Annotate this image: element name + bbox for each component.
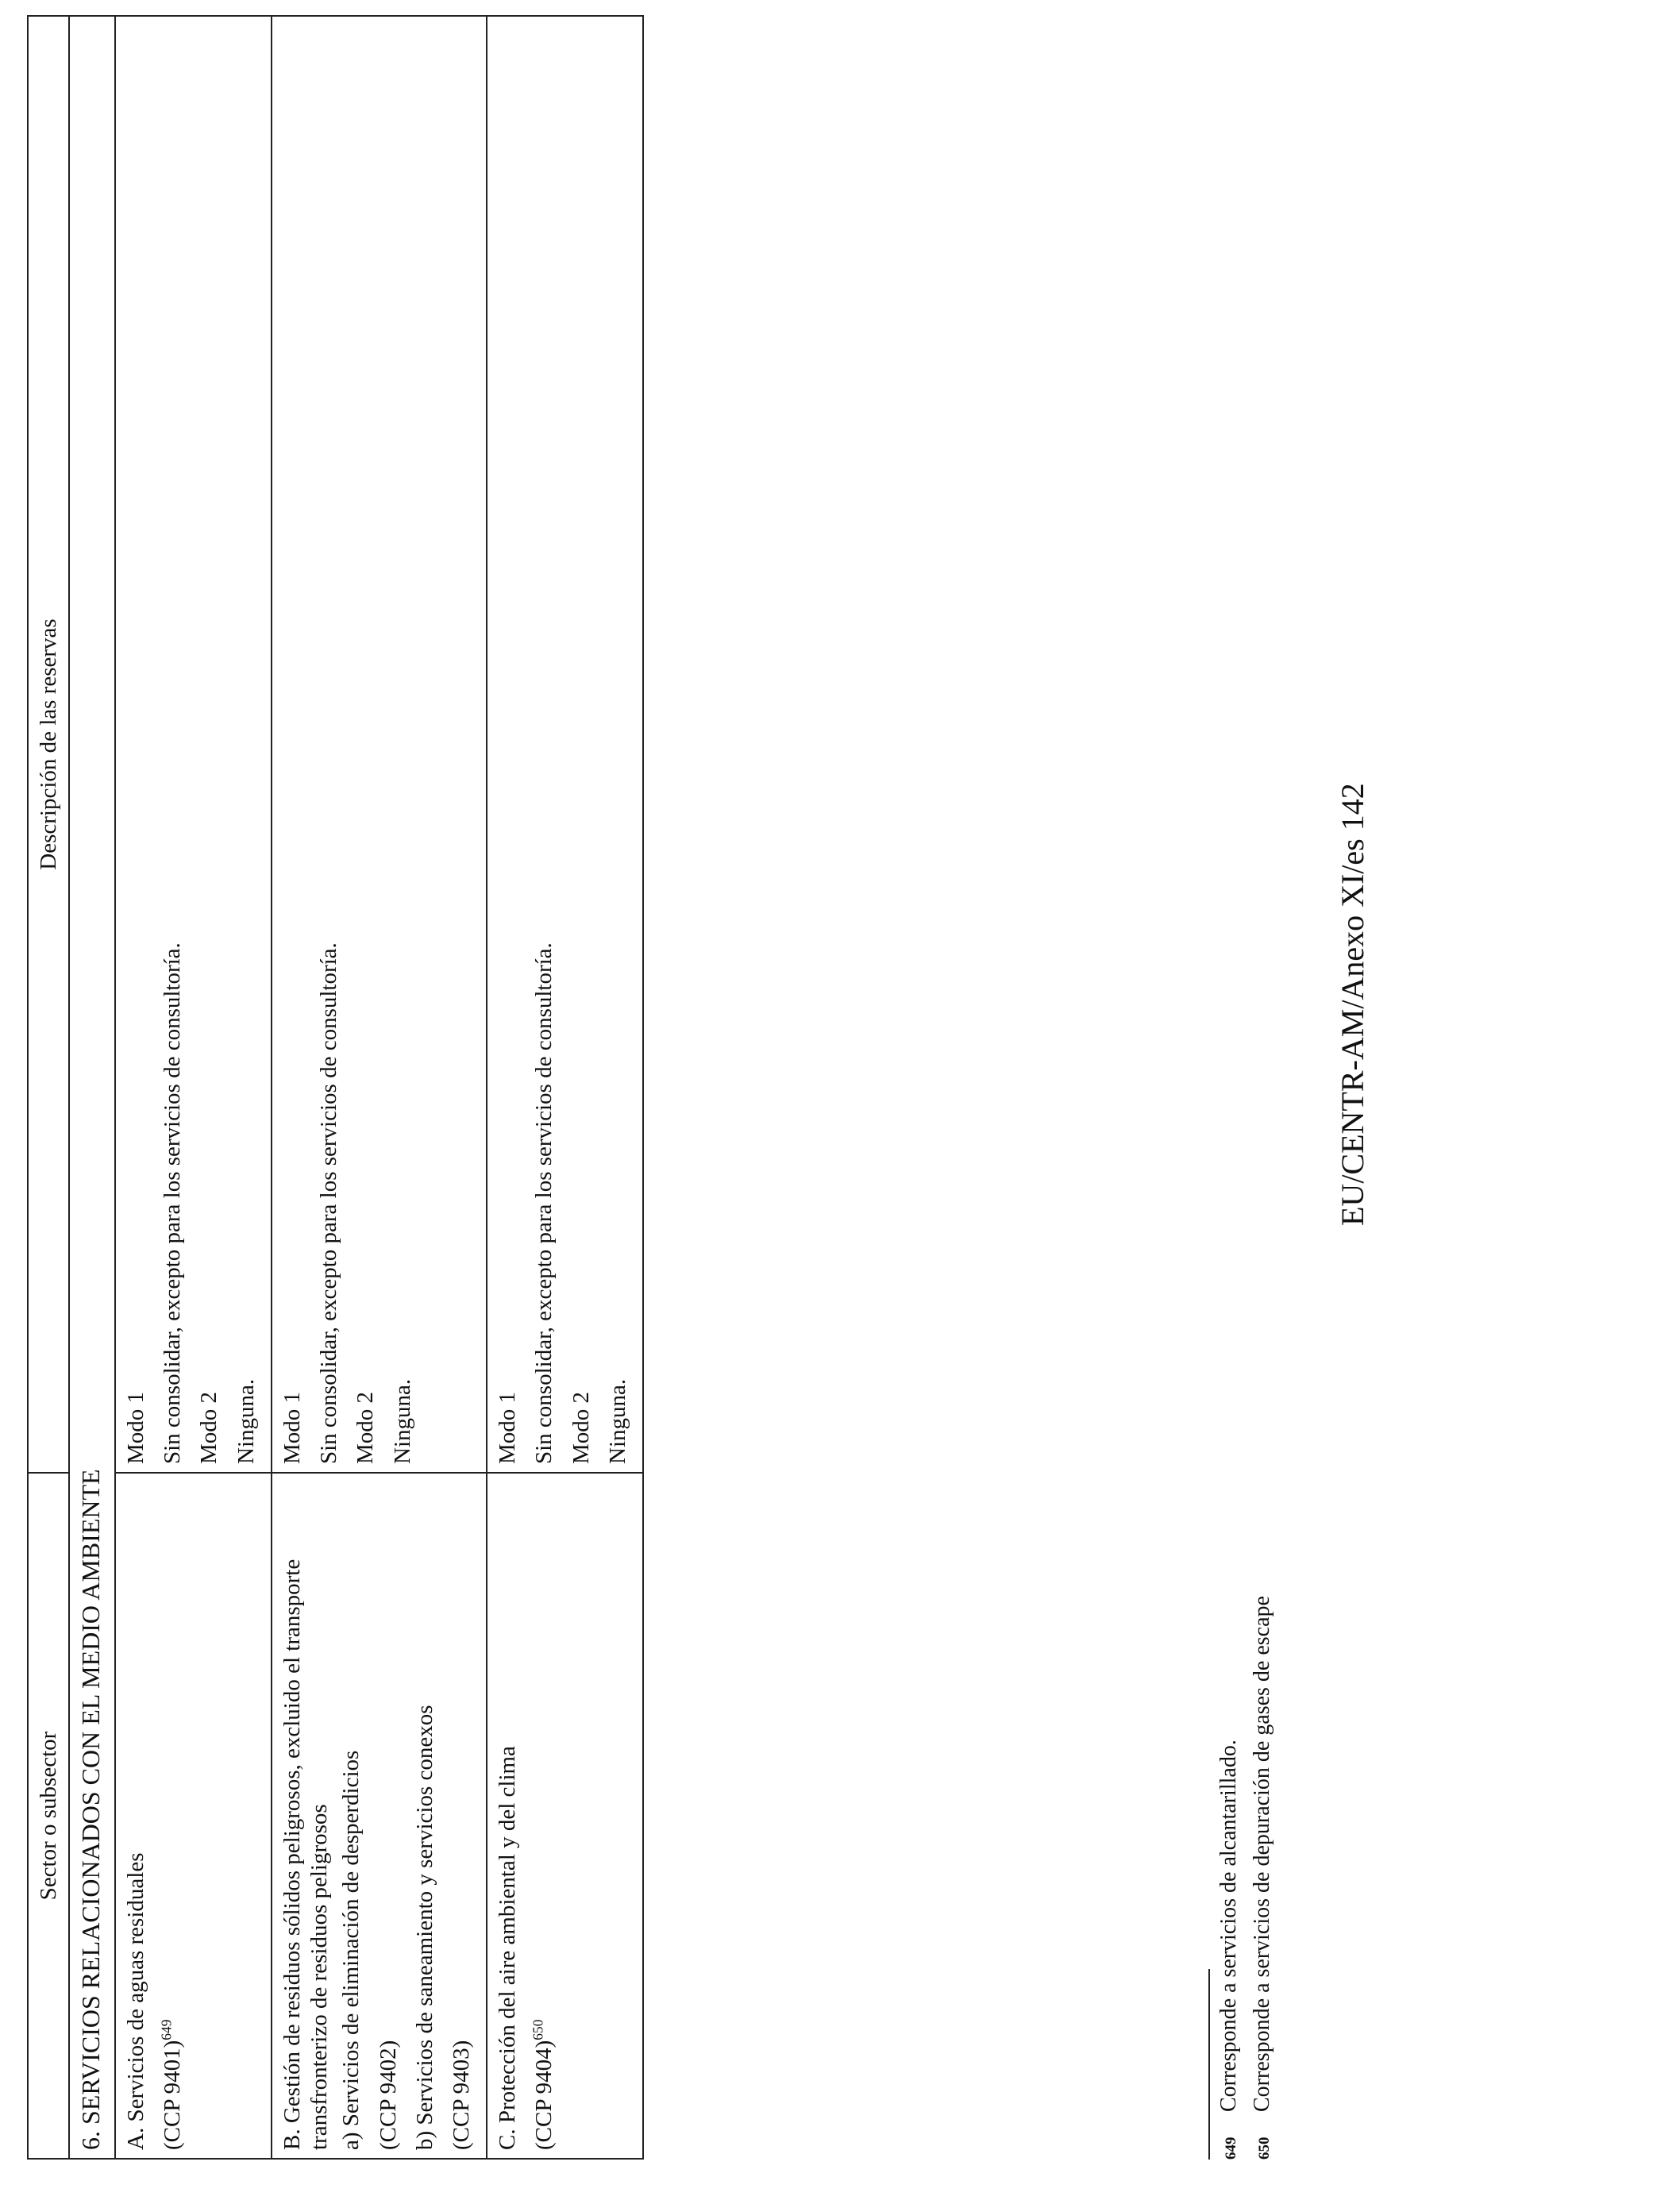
- header-description: Descripción de las reservas: [28, 16, 69, 1473]
- description-line: Modo 2: [568, 1391, 594, 1464]
- sector-cell: [115, 1473, 272, 2159]
- description-cell: [115, 16, 272, 1473]
- sector-line: A. Servicios de aguas residuales: [123, 1852, 148, 2150]
- footnote-separator: [1208, 1969, 1210, 2160]
- footnote-ref: 649: [158, 2019, 175, 2040]
- description-line: Modo 2: [353, 1391, 379, 1464]
- sector-line: B. Gestión de residuos sólidos peligrosos, excluido el transporte transfronterizo de residuos peligrosos: [279, 1559, 333, 2150]
- description-line: Sin consolidar, excepto para los servicios de consultoría.: [531, 942, 557, 1464]
- footnote: [1250, 1596, 1275, 2160]
- sector-cell: [487, 1473, 643, 2159]
- sector-line: C. Protección del aire ambiental y del clima: [495, 1746, 521, 2150]
- reservations-table: [27, 15, 644, 2160]
- footnote-text: Corresponde a servicios de alcantarillado.: [1216, 1740, 1241, 2112]
- footnote-ref: 650: [530, 2019, 546, 2040]
- section-row: [69, 16, 115, 2159]
- footnote-number: 650: [1256, 2137, 1273, 2160]
- description-line: Ninguna.: [389, 1378, 415, 1464]
- footnote-text: Corresponde a servicios de depuración de gases de escape: [1250, 1596, 1274, 2112]
- sector-cell: [272, 1473, 487, 2159]
- sector-code: (CCP 9401): [160, 2040, 186, 2150]
- table-row: [115, 16, 272, 2159]
- description-cell: [487, 16, 643, 1473]
- sector-line: (CCP 9402): [375, 2040, 401, 2150]
- description-line: Ninguna.: [604, 1378, 630, 1464]
- description-line: Ninguna.: [233, 1378, 259, 1464]
- sector-line: (CCP 9403): [448, 2040, 474, 2150]
- sector-code: (CCP 9404): [531, 2040, 557, 2150]
- page-reference: EU/CENTR-AM/Anexo XI/es 142: [1335, 783, 1370, 1226]
- description-line: Modo 1: [123, 1391, 148, 1464]
- description-line: Sin consolidar, excepto para los servicios de consultoría.: [316, 942, 342, 1464]
- section-title: 6. SERVICIOS RELACIONADOS CON EL MEDIO AMBIENTE: [69, 16, 115, 2159]
- description-line: Modo 1: [495, 1391, 521, 1464]
- sector-code-line: [530, 1482, 557, 2150]
- sector-line: a) Servicios de eliminación de desperdicios: [338, 1750, 364, 2150]
- header-row: [28, 16, 69, 2159]
- description-line: Sin consolidar, excepto para los servicios de consultoría.: [160, 942, 186, 1464]
- header-sector: Sector o subsector: [28, 1473, 69, 2159]
- footnote: [1216, 1740, 1242, 2160]
- sector-line: b) Servicios de saneamiento y servicios conexos: [411, 1705, 437, 2150]
- footnote-number: 649: [1223, 2137, 1239, 2160]
- table-row: [487, 16, 643, 2159]
- sector-code-line: [159, 1482, 186, 2150]
- description-line: Modo 2: [196, 1391, 222, 1464]
- description-line: Modo 1: [279, 1391, 305, 1464]
- table-row: [272, 16, 487, 2159]
- description-cell: [272, 16, 487, 1473]
